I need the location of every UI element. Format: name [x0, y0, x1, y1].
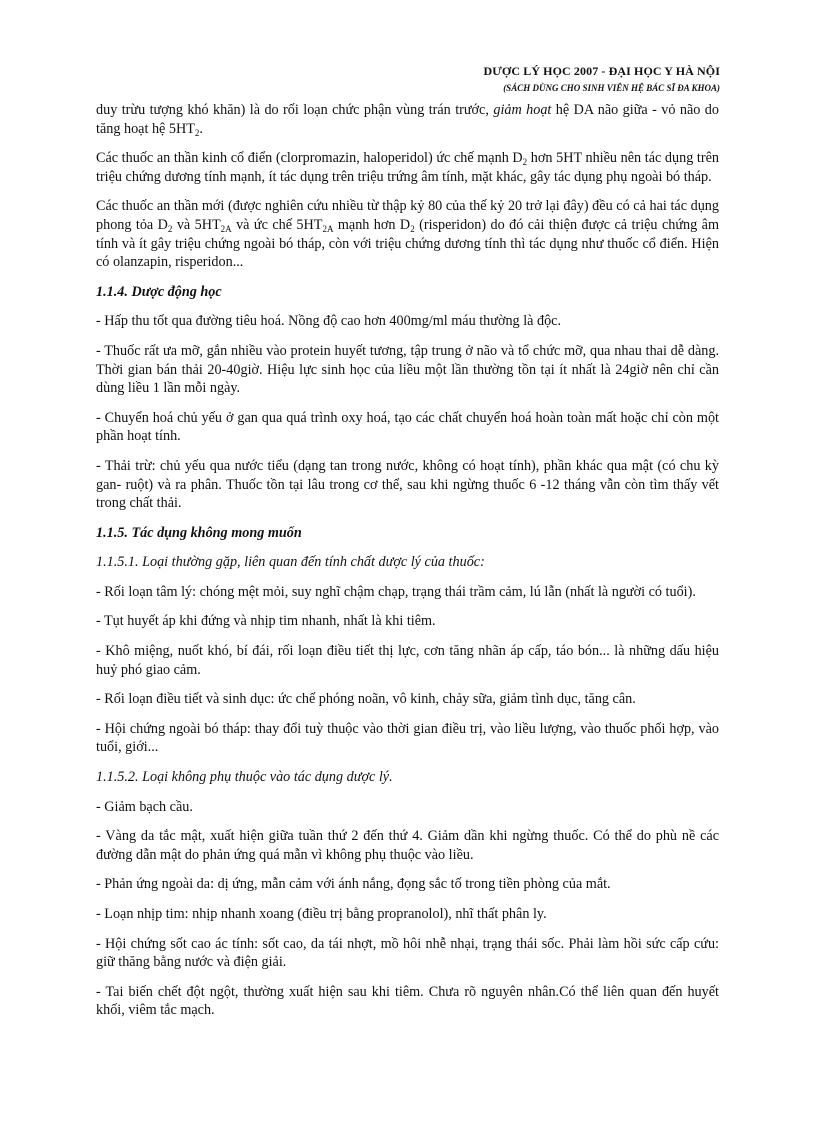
section-heading-pharmacokinetics: 1.1.4. Dược động học	[96, 283, 222, 300]
subscript: 2	[194, 127, 200, 138]
subscript: 2	[410, 223, 415, 234]
document-body	[96, 101, 719, 1031]
paragraph-classic-drugs	[96, 149, 719, 186]
list-item: - Giảm bạch cầu.	[96, 798, 193, 815]
text: Các thuốc an thần kinh cổ điển (clorpromazin, haloperidol) ức chế mạnh D	[96, 150, 523, 167]
list-item: - Hội chứng sốt cao ác tính: sốt cao, da tái nhợt, mồ hôi nhễ nhại, trạng thái sốc. Phải làm hồi sức cấp cứu: giữ thăng bằng nước và điện giải.	[96, 935, 719, 971]
paragraph-continuation	[96, 101, 719, 138]
subsection-heading-independent: 1.1.5.2. Loại không phụ thuộc vào tác dụng dược lý.	[96, 769, 393, 786]
text: duy trừu tượng khó khăn) là do rối loạn chức phận vùng trán trước,	[96, 102, 494, 118]
subscript: 2A	[220, 223, 232, 234]
subscript: 2A	[322, 223, 334, 234]
list-item: - Hấp thu tốt qua đường tiêu hoá. Nồng độ cao hơn 400mg/ml máu thường là độc.	[96, 313, 562, 330]
list-item: - Chuyển hoá chủ yếu ở gan qua quá trình oxy hoá, tạo các chất chuyển hoá hoàn toàn mất hoặc chỉ còn một phần hoạt tính.	[96, 409, 719, 445]
list-item: - Khô miệng, nuốt khó, bí đái, rối loạn điều tiết thị lực, cơn tăng nhãn áp cấp, táo bón... là những dấu hiệu huỷ phó giao cảm.	[96, 643, 719, 678]
text: và ức chế 5HT	[231, 216, 323, 233]
text: (risperidon) do đó cải thiện được cả triệu chứng âm tính và ít gây triệu chứng ngoài bó tháp, còn với triệu chứng dương tính thì tác dụng như thuốc cổ điển. Hiện có olanzapin, risperidon...	[96, 216, 719, 271]
header-title: DƯỢC LÝ HỌC 2007 - ĐẠI HỌC Y HÀ NỘI	[483, 64, 720, 78]
text: hơn 5HT nhiều nên tác dụng trên triệu chứng dương tính mạnh, ít tác dụng trên triệu trứng âm tính, mặt khác, gây tác dụng phụ ngoài bó tháp.	[96, 150, 719, 185]
subsection-heading-common: 1.1.5.1. Loại thường gặp, liên quan đến tính chất dược lý của thuốc:	[96, 554, 485, 571]
subscript: 2	[522, 157, 528, 168]
paragraph-new-drugs	[96, 197, 719, 271]
text: mạnh hơn D	[333, 216, 411, 233]
list-item: - Thải trừ: chủ yếu qua nước tiểu (dạng tan trong nước, không có hoạt tính), phần khác qua mật (có chu kỳ gan- ruột) và ra phân. Thuốc tồn tại lâu trong cơ thể, sau khi ngừng thuốc 6 -12 tháng vẫn còn tìm thấy vết trong chất thải.	[96, 457, 719, 512]
header-subtitle: (SÁCH DÙNG CHO SINH VIÊN HỆ BÁC SĨ ĐA KHOA)	[503, 83, 720, 93]
text: và 5HT	[172, 216, 221, 233]
list-item: - Loạn nhịp tim: nhịp nhanh xoang (điều trị bằng propranolol), nhĩ thất phân ly.	[96, 906, 547, 922]
text: hệ DA não giữa - vỏ não do tăng hoạt hệ 5HT	[96, 102, 719, 137]
section-heading-adverse-effects: 1.1.5. Tác dụng không mong muốn	[96, 524, 302, 541]
list-item: - Thuốc rất ưa mỡ, gắn nhiều vào protein huyết tương, tập trung ở não và tổ chức mỡ, qua nhau thai dễ dàng. Thời gian bán thải 20-40giờ. Hiệu lực sinh học của liều một lần thường tồn tại ít nhất là 24giờ nên chỉ cần dùng liều 1 lần mỗi ngày.	[96, 342, 719, 397]
list-item: - Vàng da tắc mật, xuất hiện giữa tuần thứ 2 đến thứ 4. Giảm dần khi ngừng thuốc. Có thể do phù nề các đường dẫn mật do phản ứng quá mẫn vì không phụ thuộc vào liều.	[96, 828, 719, 863]
list-item: - Hội chứng ngoài bó tháp: thay đổi tuỳ thuộc vào thời gian điều trị, vào liều lượng, vào thuốc phối hợp, vào tuổi, giới...	[96, 720, 719, 756]
list-item: - Tai biến chết đột ngột, thường xuất hiện sau khi tiêm. Chưa rõ nguyên nhân.Có thể liên quan đến huyết khối, viêm tắc mạch.	[96, 983, 719, 1019]
emphasis-text: giảm hoạt	[493, 102, 552, 118]
list-item: - Tụt huyết áp khi đứng và nhịp tim nhanh, nhất là khi tiêm.	[96, 613, 436, 630]
list-item: - Rối loạn điều tiết và sinh dục: ức chế phóng noãn, vô kinh, chảy sữa, giảm tình dục, tăng cân.	[96, 691, 636, 708]
list-item: - Phản ứng ngoài da: dị ứng, mẫn cảm với ánh nắng, đọng sắc tố trong tiền phòng của mắt.	[96, 876, 611, 893]
text: Các thuốc an thần mới (được nghiên cứu nhiều từ thập kỷ 80 của thế kỷ 20 trở lại đây) đều có cả hai tác dụng phong tỏa D	[96, 198, 719, 233]
subscript: 2	[167, 223, 173, 234]
page-header	[484, 64, 721, 93]
list-item: - Rối loạn tâm lý: chóng mệt mỏi, suy nghĩ chậm chạp, trạng thái trầm cảm, lú lẫn (nhất là người có tuổi).	[96, 583, 696, 600]
text: .	[199, 120, 203, 137]
